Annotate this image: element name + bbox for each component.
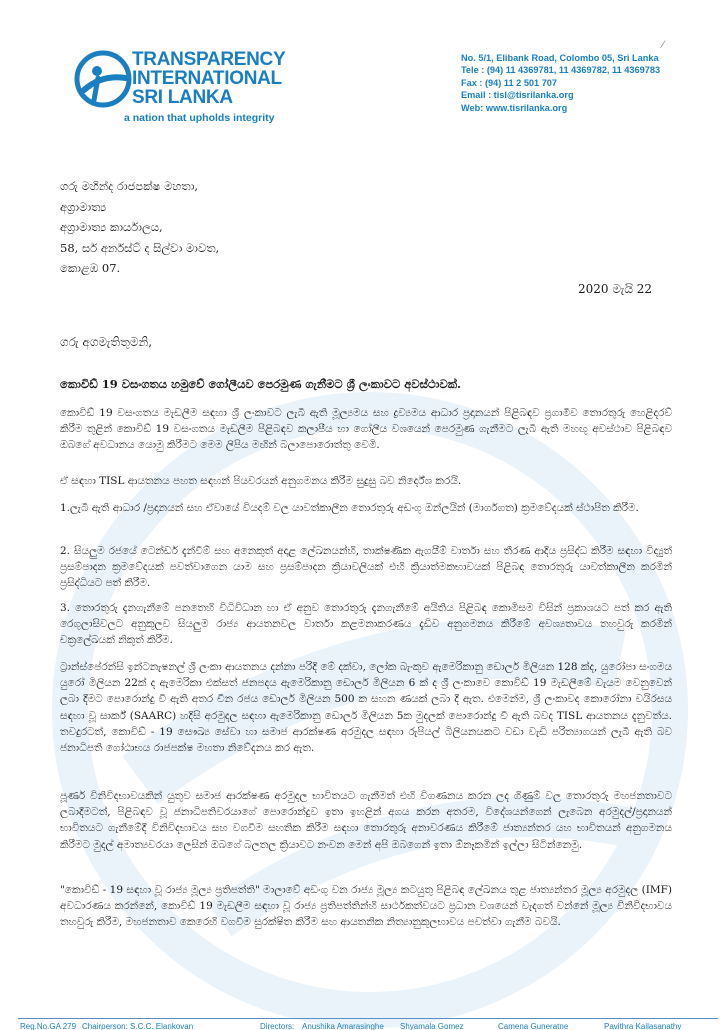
- recipient-address: [60, 176, 219, 279]
- salutation: ගරු අගමැතිතුමනි,: [60, 335, 153, 349]
- body-paragraph: කොවිඩ් 19 වසංගතය මැඩලීම සඳහා ශ්‍රී ලංකාවට ලැබී ඇති මූල්‍යමය සහ ද්‍රව්‍යමය ආධාර ප්‍රදානයන් පිළිබඳව ප්‍රගාමීව තොරතුරු හෙළිදරව් කිරීම තුළින් කොවිඩ් 19 වසංගතය මැඩලීම පිළිබඳව කලාපීය හා ගෝලීය වශයෙන් පෙරමුණ ගැනීමට ලැබී ඇති මහඟු අවස්ථාව පිළිබඳව ඔබගේ අවධානය යොමු කිරීමට මෙම ලිපිය මඟින් බලාපොරොත්තු වෙමි.: [60, 407, 672, 452]
- footer-divider: [18, 1018, 718, 1019]
- org-name-line1: TRANSPARENCY: [132, 49, 286, 70]
- org-logo: [60, 44, 360, 134]
- recipient-line: අග්‍රාමාත්‍ය: [60, 199, 107, 214]
- body-paragraph: 3. තොරතුරු දැනගැනීමේ පනතෙහි විධිවිධාන හා ඒ අනුව තොරතුරු දැනගැනීමේ අයිතිය පිළිබඳ කොමිසම විසින් ප්‍රකාශයට පත් කර ඇති රෙගුලාසිවලට අනුකූලව සියලුම රාජ්‍ය ආයතනවල වාර්තා කළමනාකරණය දැඩිව අනුගමනය කිරීමේ අවශ්‍යතාවය තහවුරු කරමින් චක්‍රලේඛයක් නිකුත් කිරීම.: [60, 602, 672, 647]
- contact-block: [461, 52, 711, 114]
- org-name-line2: INTERNATIONAL: [132, 68, 282, 89]
- corner-mark-icon: ⁄: [662, 40, 664, 51]
- letter-date: 2020 මැයි 22: [578, 282, 653, 296]
- footer-director: Camena Guneratne: [498, 1022, 569, 1030]
- org-tagline: a nation that upholds integrity: [124, 112, 275, 124]
- contact-email[interactable]: Email : tisl@tisrilanka.org: [461, 90, 574, 101]
- ti-logo-icon: [74, 50, 132, 108]
- footer-director: Shyamala Gomez: [400, 1022, 464, 1030]
- contact-fax: Fax : (94) 11 2 501 707: [461, 77, 558, 88]
- recipient-line: කොළඹ 07.: [60, 261, 121, 275]
- body-paragraph: 1.ලැබී ඇති ආධාර /ප්‍රදානයන් සහ ඒවායේ වියදම් වල යාවත්කාලීන තොරතුරු අඩංගු ඔන්ලයින් (මාර්ගගත) ක්‍රමවේදයක් ස්ථාපිත කිරීම.: [60, 502, 639, 514]
- footer-director: Pavithra Kailasanathy: [604, 1022, 682, 1030]
- recipient-line: ගරු මහින්ද රාජපක්ෂ මහතා,: [60, 179, 199, 193]
- footer-directors-label: Directors:: [260, 1022, 295, 1030]
- recipient-line: අග්‍රාමාත්‍ය කාර්යාලය,: [60, 220, 163, 234]
- footer-chairperson: Chairperson: S.C.C. Elankovan: [82, 1022, 194, 1030]
- body-paragraph: පූර්ණ විනිවිදභාවයකින් යුතුව සමාජ ආරක්ෂණ අරමුදල භාවිතයට ගැනීමත් එහි විගණනය කරන ලද ගිණුම් වල තොරතුරු මහජනතාවට ලබාදීමටත්, පිළිබඳව වූ ජනාධිපතිවරයාගේ පොරොන්දුව ඉතා ඉහළින් අගය කරන අතරම, විදේශයන්ගෙන් ලැබෙන අරමුදල්/ප්‍රදානයන් භාවිතයට ගැනීමේදී විනිවිදභාවය සහ වගවීම සහතික කිරීම සඳහා තොරතුරු අනාවරණය කිරීමේ ජාත්‍යන්තර යහ භාවිතයන් අනුගමනය කිරීමට මුදල් අමාත්‍යවරයා ලෙසින් ඔබගේ බලතල ක්‍රියාවට නංවන මෙන් අපි ඔබගෙන් ඉතා ඕනෑකමින් ඉල්ලා සිටින්නෙමු.: [60, 790, 672, 851]
- org-name-line3: SRI LANKA: [132, 87, 233, 108]
- contact-tele: Tele : (94) 11 4369781, 11 4369782, 11 4369783: [461, 65, 661, 76]
- contact-address: No. 5/1, Elibank Road, Colombo 05, Sri Lanka: [461, 53, 659, 63]
- org-name: [132, 50, 285, 107]
- body-paragraph: 2. සියලුම රජයේ ටෙන්ඩර් දැන්වීම් සහ අනෙකුත් අදාළ ලේඛනයන්හි, තාක්ෂණික ඇගයීම් වාර්තා සහ තීරණ ආදිය ප්‍රසිද්ධ කිරීම සඳහා විද්‍යුත් ප්‍රසම්පාදන ක්‍රමවේදයක් පවත්වාගෙන යාම සහ ප්‍රසම්පාදන ක්‍රියාවලියක් එහි ක්‍රියාත්මකභාවයක් පිළිබඳ තොරතුරු යාවත්කාලීන කරමින් ප්‍රසිද්ධියට පත් කිරීම.: [60, 545, 672, 590]
- body-paragraph: ට්‍රාන්ස්පේරන්සි ඉන්ටනැෂනල් ශ්‍රී ලංකා ආයතනය දන්නා පරිදි මේ දක්වා, ලෝක බැංකුව ඇමෙරිකානු ඩොලර් මිලියන 128 ක්ද, යුරෝපා සංගමය යුරෝ මිලියන 22ක් ද ඇමෙරිකා එක්සත් ජනපදය ඇමෙරිකානු ඩොලර් මිලියන 6 ක් ද ශ්‍රී ලංකාවෙ කොවිඩ් 19 මැඩලීමේ වැයම වෙනුවෙන් ලබා දීමට පොරොන්දු වී ඇති අතර චීන රජය ඩොලර් මිලියන 500 ක සහන ණයක් ලබා දී ඇත. එමෙන්ම, ශ්‍රී ලංකාවද කොරෝනා වයිරසය සඳහා වූ සාර්ක් (SAARC) හදිසි අරමුදල සඳහා ඇමෙරිකානු ඩොලර් මිලියන 5ක මුදලක් පොරොන්දු වී ඇති බවද TISL ආයතනය දැනුවත්ය. තවදුරටත්, කොවිඩ් - 19 සෞඛ්‍ය සේවා හා සමාජ ආරක්ෂණ අරමුදල සඳහා රුපියල් බිලියනයකට වඩා වැඩි පරිත්‍යාගයන් ලැබී ඇති බව ජනාධිපති ගෝඨාභය රාජපක්ෂ මහතා නිවේදනය කර ඇත.: [60, 661, 672, 755]
- footer-director: Anushika Amarasinghe: [302, 1022, 384, 1030]
- recipient-line: 58, සර් අර්නස්ට් ද සිල්වා මාවත,: [60, 240, 220, 255]
- body-paragraph: "කොවිඩ් - 19 සඳහා වූ රාජ්‍ය මූල්‍ය ප්‍රතිපත්ති" මාලාවේ අඩංගු වන රාජ්‍ය මූල්‍ය කටයුතු පිළිබඳ ලේඛනය තුළ ජාත්‍යන්තර මූල්‍ය අරමුදල (IMF) අවධාරණය කරන්නේ, කොවිඩ් 19 මැඩලීම සඳහා වූ රාජ්‍ය ප්‍රතිපත්තින්හි සාර්ථකත්වයට ප්‍රධාන වශයෙන් වැදගත් වන්නේ මූල්‍ය විනිවිදභාවය තහවුරු කිරීම, මහජනතාව කෙරෙහි වගවීම සුරක්ෂිත කිරීම සහ ආයතනික නිත්‍යානුකූලභාවය පවත්වා ගැනීම බවයි.: [60, 884, 672, 929]
- letter-subject: කොවිඩ් 19 වසංගතය හමුවේ ගෝලීයව පෙරමුණ ගැනීමට ශ්‍රී ලංකාවට අවස්ථාවක්.: [60, 377, 462, 391]
- footer-reg: Reg.No.GA 279: [20, 1022, 77, 1030]
- body-paragraph: ඒ සඳහා TISL ආයතනය පහත සඳහන් පියවරයන් අනුගමනය කිරීම සුදුසු බව නිර්දේශ කරයි.: [60, 475, 462, 487]
- contact-web[interactable]: Web: www.tisrilanka.org: [461, 102, 568, 113]
